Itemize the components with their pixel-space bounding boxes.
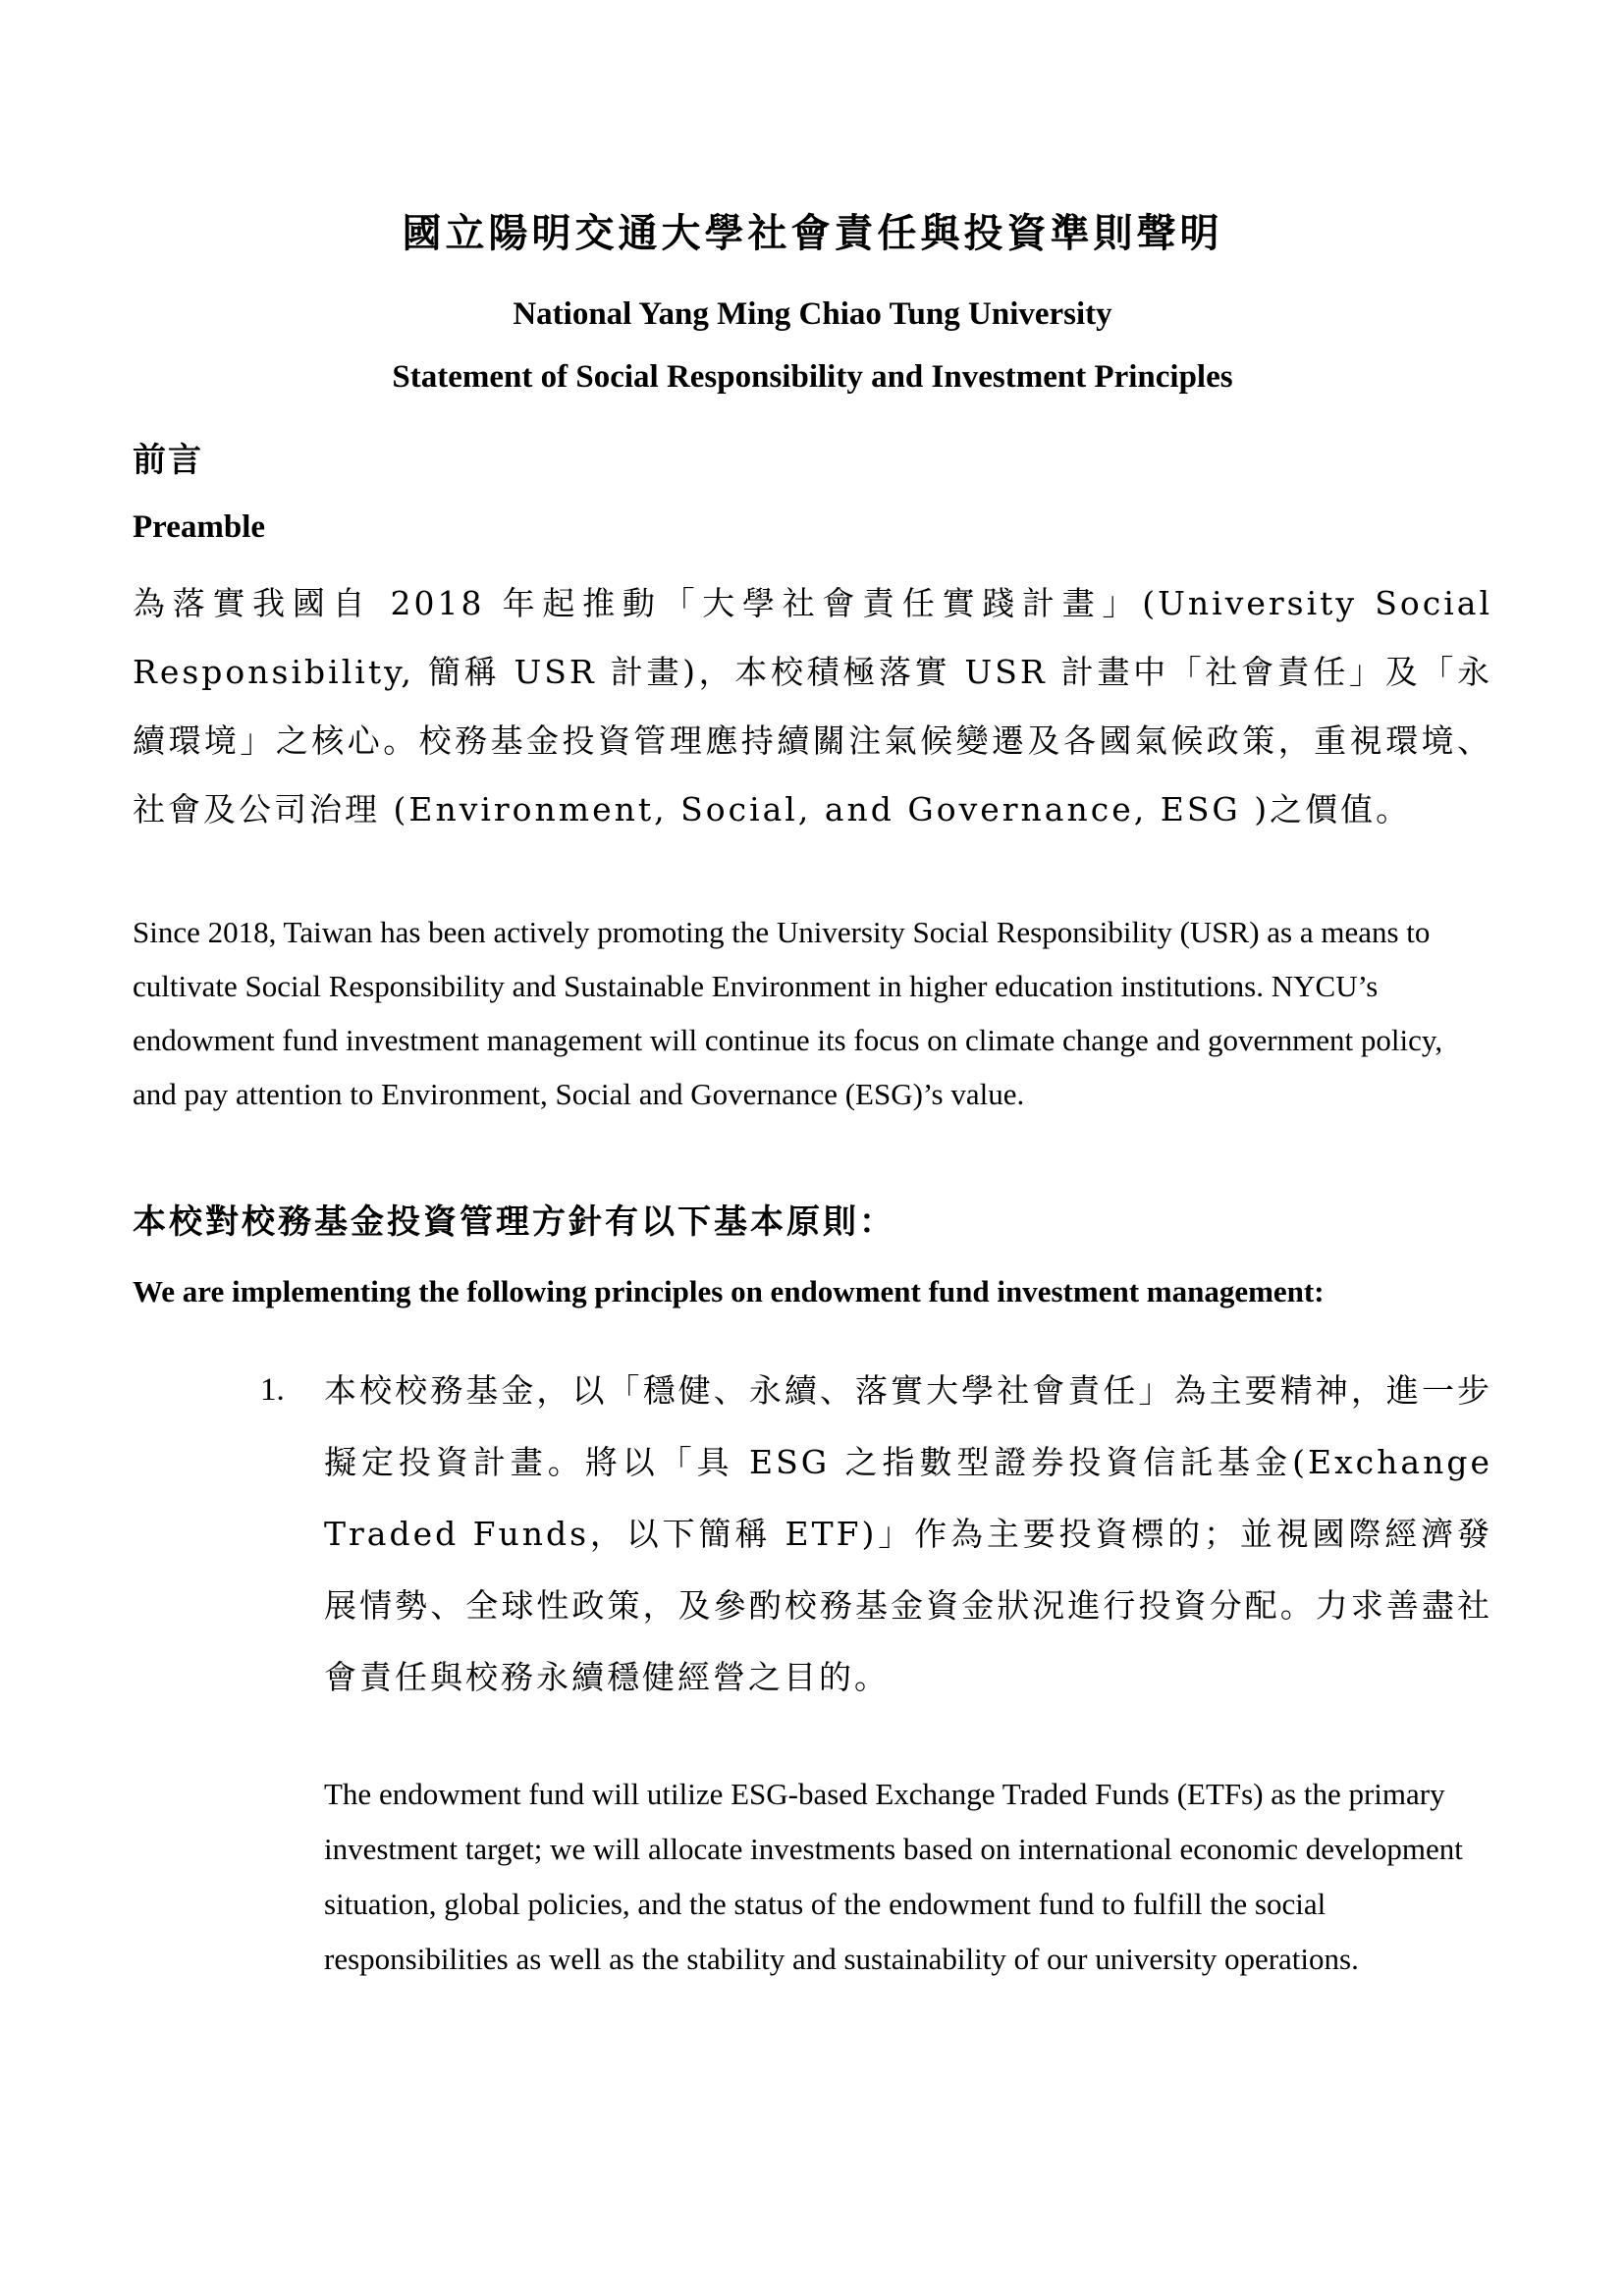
preamble-paragraph-en: Since 2018, Taiwan has been actively promoting the University Social Responsibility (USR) as a means to cultivate Social Responsibility and Sustainable Environment in higher education institutions. NYCU’s endowment fund investment management will continue its focus on climate change and government policy, and pay attention to Environment, Social and Governance (ESG)’s value. xyxy=(133,915,1443,1111)
document-title-en-line1: National Yang Ming Chiao Tung University xyxy=(513,296,1112,332)
principle-item-body xyxy=(324,1355,1492,1987)
principle-item-paragraph-en: The endowment fund will utilize ESG-based Exchange Traded Funds (ETFs) as the primary investment target; we will allocate investments based on international economic development situation, global policies, and the status of the endowment fund to fulfill the social responsibilities as well as the stability and sustainability of our university operations. xyxy=(324,1777,1463,1976)
principles-heading-zh: 本校對校務基金投資管理方針有以下基本原則： xyxy=(133,1202,895,1242)
document-title-en xyxy=(133,283,1492,408)
preamble-heading-zh: 前言 xyxy=(133,441,203,480)
document-title-en-line2: Statement of Social Responsibility and Investment Principles xyxy=(392,359,1233,395)
principle-item-paragraph-zh: 本校校務基金，以「穩健、永續、落實大學社會責任」為主要精神，進一步擬定投資計畫。將以「具 ESG 之指數型證券投資信託基金(Exchange Traded Funds，以下簡稱 ETF)」作為主要投資標的；並視國際經濟發展情勢、全球性政策，及參酌校務基金資金狀況進行投資分配。力求善盡社會責任與校務永續穩健經營之目的。 xyxy=(324,1371,1492,1696)
document-title-zh: 國立陽明交通大學社會責任與投資準則聲明 xyxy=(402,210,1223,256)
preamble-paragraph-zh: 為落實我國自 2018 年起推動「大學社會責任實踐計畫」(University Social Responsibility, 簡稱 USR 計畫)，本校積極落實 USR 計畫中「社會責任」及「永續環境」之核心。校務基金投資管理應持續關注氣候變遷及各國氣候政策，重視環境、社會及公司治理 (Environment, Social, and Governance, ESG )之價值。 xyxy=(133,584,1492,828)
principle-list-item-1 xyxy=(133,1355,1492,1987)
principle-item-number: 1. xyxy=(260,1372,285,1408)
preamble-heading-en: Preamble xyxy=(133,509,266,545)
principles-heading-en: We are implementing the following principles on endowment fund investment management: xyxy=(133,1274,1325,1308)
